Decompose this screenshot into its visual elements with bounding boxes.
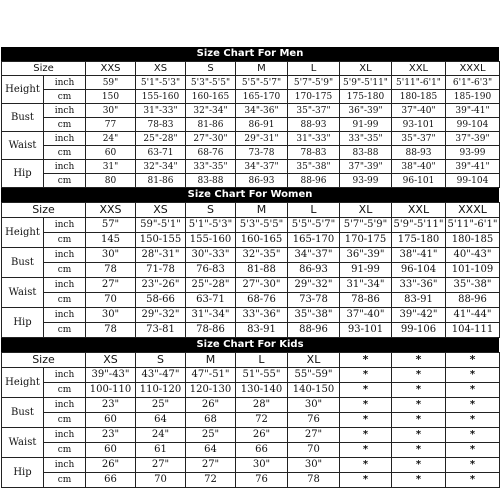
size-header-row <box>2 353 500 368</box>
cell: 120-130 <box>186 383 236 398</box>
unit-label: cm <box>44 174 86 188</box>
cell: 5'9"-5'11" <box>392 218 446 233</box>
unit-label: cm <box>44 323 86 338</box>
table-row <box>2 398 500 413</box>
cell: 155-160 <box>186 233 236 248</box>
men-size-chart <box>1 47 499 188</box>
size-header: S <box>186 203 236 218</box>
unit-label: inch <box>44 398 86 413</box>
cell: 33"-35" <box>340 132 392 146</box>
size-label: Size <box>2 203 86 218</box>
cell-placeholder: * <box>392 398 446 413</box>
measure-label-waist: Waist <box>2 132 44 160</box>
cell: 27"-30" <box>186 132 236 146</box>
size-header-placeholder: * <box>340 353 392 368</box>
women-size-table <box>1 202 500 338</box>
men-size-table <box>1 61 500 188</box>
size-header: M <box>186 353 236 368</box>
cell: 30" <box>86 248 136 263</box>
cell: 58-66 <box>136 293 186 308</box>
cell: 31"-33" <box>136 104 186 118</box>
cell: 72 <box>236 413 288 428</box>
measure-label-waist: Waist <box>2 428 44 458</box>
cell: 32"-34" <box>186 104 236 118</box>
cell-placeholder: * <box>446 398 500 413</box>
cell-placeholder: * <box>446 413 500 428</box>
measure-label-height: Height <box>2 218 44 248</box>
cell: 93-101 <box>392 118 446 132</box>
cell: 88-93 <box>288 118 340 132</box>
cell: 76-83 <box>186 263 236 278</box>
cell: 40"-43" <box>446 248 500 263</box>
cell-placeholder: * <box>392 458 446 473</box>
kids-chart-title: Size Chart For Kids <box>1 338 499 352</box>
cell: 78 <box>86 323 136 338</box>
cell: 5'3"-5'5" <box>186 76 236 90</box>
cell-placeholder: * <box>392 473 446 488</box>
cell: 55"-59" <box>288 368 340 383</box>
table-row <box>2 383 500 398</box>
table-row <box>2 233 500 248</box>
table-row <box>2 104 500 118</box>
measure-label-height: Height <box>2 368 44 398</box>
table-row <box>2 293 500 308</box>
size-header-placeholder: * <box>446 353 500 368</box>
cell: 32"-34" <box>136 160 186 174</box>
cell: 66 <box>86 473 136 488</box>
cell: 165-170 <box>288 233 340 248</box>
cell: 96-101 <box>392 174 446 188</box>
cell: 30" <box>86 104 136 118</box>
cell: 47"-51" <box>186 368 236 383</box>
cell: 68-76 <box>236 293 288 308</box>
unit-label: cm <box>44 293 86 308</box>
cell: 5'5"-5'7" <box>236 76 288 90</box>
table-row <box>2 118 500 132</box>
cell: 28" <box>236 398 288 413</box>
cell: 24" <box>136 428 186 443</box>
cell: 64 <box>136 413 186 428</box>
cell-placeholder: * <box>340 368 392 383</box>
cell-placeholder: * <box>392 413 446 428</box>
cell: 165-170 <box>236 90 288 104</box>
cell: 35"-37" <box>392 132 446 146</box>
cell: 59"-5'1" <box>136 218 186 233</box>
table-row <box>2 413 500 428</box>
cell: 37"-40" <box>392 104 446 118</box>
cell: 57" <box>86 218 136 233</box>
cell: 160-165 <box>186 90 236 104</box>
cell: 63-71 <box>186 293 236 308</box>
cell: 41"-44" <box>446 308 500 323</box>
cell: 99-106 <box>392 323 446 338</box>
cell: 88-96 <box>288 174 340 188</box>
unit-label: inch <box>44 218 86 233</box>
cell: 61 <box>136 443 186 458</box>
cell: 30" <box>236 458 288 473</box>
size-header: XXL <box>392 203 446 218</box>
size-header: XL <box>288 353 340 368</box>
size-header-row <box>2 62 500 76</box>
cell: 36"-39" <box>340 248 392 263</box>
cell-placeholder: * <box>446 458 500 473</box>
cell: 37"-39" <box>446 132 500 146</box>
size-header: M <box>236 203 288 218</box>
cell: 26" <box>236 428 288 443</box>
cell: 5'1"-5'3" <box>186 218 236 233</box>
cell: 34"-36" <box>236 104 288 118</box>
size-header: XS <box>86 353 136 368</box>
cell: 81-88 <box>236 263 288 278</box>
unit-label: inch <box>44 278 86 293</box>
cell: 43"-47" <box>136 368 186 383</box>
cell: 30" <box>288 458 340 473</box>
cell: 170-175 <box>340 233 392 248</box>
cell: 38"-41" <box>392 248 446 263</box>
cell: 5'3"-5'5" <box>236 218 288 233</box>
cell: 5'11"-6'1" <box>446 218 500 233</box>
size-header: L <box>236 353 288 368</box>
size-header: S <box>186 62 236 76</box>
cell-placeholder: * <box>446 368 500 383</box>
cell: 25"-28" <box>186 278 236 293</box>
women-chart-title: Size Chart For Women <box>1 188 499 202</box>
cell: 5'1"-5'3" <box>136 76 186 90</box>
cell: 30" <box>86 308 136 323</box>
cell: 31" <box>86 160 136 174</box>
cell-placeholder: * <box>446 443 500 458</box>
cell: 5'9"-5'11" <box>340 76 392 90</box>
cell: 5'5"-5'7" <box>288 218 340 233</box>
cell: 100-110 <box>86 383 136 398</box>
cell: 5'7"-5'9" <box>288 76 340 90</box>
cell: 78-86 <box>340 293 392 308</box>
cell-placeholder: * <box>340 443 392 458</box>
cell: 73-78 <box>236 146 288 160</box>
cell: 93-101 <box>340 323 392 338</box>
cell-placeholder: * <box>446 428 500 443</box>
unit-label: inch <box>44 132 86 146</box>
cell: 93-99 <box>340 174 392 188</box>
size-header: S <box>136 353 186 368</box>
cell: 77 <box>86 118 136 132</box>
cell: 34"-37" <box>236 160 288 174</box>
cell: 180-185 <box>392 90 446 104</box>
cell: 91-99 <box>340 118 392 132</box>
cell: 145 <box>86 233 136 248</box>
cell-placeholder: * <box>340 398 392 413</box>
size-header: XXS <box>86 62 136 76</box>
table-row <box>2 443 500 458</box>
cell: 59" <box>86 76 136 90</box>
unit-label: inch <box>44 368 86 383</box>
cell: 73-81 <box>136 323 186 338</box>
cell: 83-91 <box>236 323 288 338</box>
cell: 23" <box>86 398 136 413</box>
cell: 80 <box>86 174 136 188</box>
cell: 70 <box>136 473 186 488</box>
cell: 27" <box>186 458 236 473</box>
cell: 99-104 <box>446 118 500 132</box>
table-row <box>2 248 500 263</box>
measure-label-waist: Waist <box>2 278 44 308</box>
size-header: L <box>288 62 340 76</box>
cell: 27" <box>288 428 340 443</box>
cell: 70 <box>86 293 136 308</box>
cell: 175-180 <box>340 90 392 104</box>
table-row <box>2 160 500 174</box>
kids-size-chart <box>1 338 499 488</box>
women-size-chart <box>1 188 499 338</box>
cell: 39"-41" <box>446 160 500 174</box>
size-header: XXS <box>86 203 136 218</box>
cell-placeholder: * <box>446 473 500 488</box>
cell: 72 <box>186 473 236 488</box>
table-row <box>2 368 500 383</box>
cell: 175-180 <box>392 233 446 248</box>
cell: 155-160 <box>136 90 186 104</box>
unit-label: inch <box>44 76 86 90</box>
size-label: Size <box>2 353 86 368</box>
measure-label-height: Height <box>2 76 44 104</box>
cell: 6'1"-6'3" <box>446 76 500 90</box>
table-row <box>2 458 500 473</box>
cell-placeholder: * <box>392 383 446 398</box>
size-header: XL <box>340 62 392 76</box>
size-header-placeholder: * <box>392 353 446 368</box>
men-chart-title: Size Chart For Men <box>1 47 499 61</box>
cell: 180-185 <box>446 233 500 248</box>
cell: 23"-26" <box>136 278 186 293</box>
size-label: Size <box>2 62 86 76</box>
cell: 29"-31" <box>236 132 288 146</box>
unit-label: cm <box>44 473 86 488</box>
cell: 31"-33" <box>288 132 340 146</box>
cell: 88-93 <box>392 146 446 160</box>
cell: 27" <box>86 278 136 293</box>
cell: 86-91 <box>236 118 288 132</box>
cell: 110-120 <box>136 383 186 398</box>
unit-label: cm <box>44 233 86 248</box>
cell: 30" <box>288 398 340 413</box>
cell: 88-96 <box>446 293 500 308</box>
cell: 39"-41" <box>446 104 500 118</box>
cell: 71-78 <box>136 263 186 278</box>
cell: 63-71 <box>136 146 186 160</box>
measure-label-hip: Hip <box>2 458 44 488</box>
cell: 38"-40" <box>392 160 446 174</box>
cell: 88-96 <box>288 323 340 338</box>
cell: 78 <box>288 473 340 488</box>
cell: 5'11"-6'1" <box>392 76 446 90</box>
cell: 96-104 <box>392 263 446 278</box>
unit-label: cm <box>44 118 86 132</box>
cell: 27" <box>136 458 186 473</box>
cell: 39"-42" <box>392 308 446 323</box>
cell: 86-93 <box>236 174 288 188</box>
cell: 91-99 <box>340 263 392 278</box>
unit-label: cm <box>44 383 86 398</box>
cell: 5'7"-5'9" <box>340 218 392 233</box>
cell-placeholder: * <box>392 428 446 443</box>
cell-placeholder: * <box>340 383 392 398</box>
cell: 25" <box>136 398 186 413</box>
cell: 32"-35" <box>236 248 288 263</box>
cell: 39"-43" <box>86 368 136 383</box>
unit-label: inch <box>44 458 86 473</box>
cell: 24" <box>86 132 136 146</box>
cell: 93-99 <box>446 146 500 160</box>
cell: 68-76 <box>186 146 236 160</box>
cell: 35"-38" <box>446 278 500 293</box>
measure-label-hip: Hip <box>2 160 44 188</box>
cell: 25" <box>186 428 236 443</box>
cell: 73-78 <box>288 293 340 308</box>
cell: 35"-38" <box>288 160 340 174</box>
table-row <box>2 278 500 293</box>
cell: 64 <box>186 443 236 458</box>
cell-placeholder: * <box>392 368 446 383</box>
measure-label-bust: Bust <box>2 248 44 278</box>
unit-label: cm <box>44 263 86 278</box>
cell: 76 <box>236 473 288 488</box>
cell: 51"-55" <box>236 368 288 383</box>
cell: 86-93 <box>288 263 340 278</box>
table-row <box>2 146 500 160</box>
measure-label-bust: Bust <box>2 398 44 428</box>
cell: 36"-39" <box>340 104 392 118</box>
cell: 170-175 <box>288 90 340 104</box>
cell: 28"-31" <box>136 248 186 263</box>
unit-label: inch <box>44 308 86 323</box>
cell: 83-88 <box>340 146 392 160</box>
cell: 26" <box>86 458 136 473</box>
size-header: L <box>288 203 340 218</box>
cell: 78-83 <box>136 118 186 132</box>
cell: 83-88 <box>186 174 236 188</box>
cell: 30"-33" <box>186 248 236 263</box>
cell: 23" <box>86 428 136 443</box>
cell: 26" <box>186 398 236 413</box>
cell: 37"-39" <box>340 160 392 174</box>
cell: 185-190 <box>446 90 500 104</box>
cell: 34"-37" <box>288 248 340 263</box>
cell: 99-104 <box>446 174 500 188</box>
table-row <box>2 428 500 443</box>
unit-label: cm <box>44 146 86 160</box>
table-row <box>2 323 500 338</box>
cell: 78-86 <box>186 323 236 338</box>
cell: 31"-34" <box>340 278 392 293</box>
cell: 33"-35" <box>186 160 236 174</box>
cell: 60 <box>86 146 136 160</box>
unit-label: inch <box>44 160 86 174</box>
cell-placeholder: * <box>340 413 392 428</box>
cell: 101-109 <box>446 263 500 278</box>
cell: 150-155 <box>136 233 186 248</box>
cell: 27"-30" <box>236 278 288 293</box>
size-header: XS <box>136 62 186 76</box>
cell-placeholder: * <box>340 428 392 443</box>
cell-placeholder: * <box>446 383 500 398</box>
size-header: XXXL <box>446 62 500 76</box>
cell: 37"-40" <box>340 308 392 323</box>
unit-label: cm <box>44 443 86 458</box>
cell: 78 <box>86 263 136 278</box>
cell: 31"-34" <box>186 308 236 323</box>
cell: 140-150 <box>288 383 340 398</box>
unit-label: inch <box>44 428 86 443</box>
size-header-row <box>2 203 500 218</box>
cell: 81-86 <box>136 174 186 188</box>
cell: 70 <box>288 443 340 458</box>
size-header: XS <box>136 203 186 218</box>
cell: 35"-38" <box>288 308 340 323</box>
table-row <box>2 308 500 323</box>
cell-placeholder: * <box>340 458 392 473</box>
measure-label-hip: Hip <box>2 308 44 338</box>
cell-placeholder: * <box>340 473 392 488</box>
measure-label-bust: Bust <box>2 104 44 132</box>
cell: 29"-32" <box>288 278 340 293</box>
table-row <box>2 218 500 233</box>
cell: 33"-36" <box>236 308 288 323</box>
cell: 25"-28" <box>136 132 186 146</box>
table-row <box>2 76 500 90</box>
size-header: XXXL <box>446 203 500 218</box>
cell: 81-86 <box>186 118 236 132</box>
size-header: M <box>236 62 288 76</box>
cell: 68 <box>186 413 236 428</box>
size-header: XL <box>340 203 392 218</box>
unit-label: inch <box>44 104 86 118</box>
size-header: XXL <box>392 62 446 76</box>
cell: 66 <box>236 443 288 458</box>
cell: 160-165 <box>236 233 288 248</box>
unit-label: inch <box>44 248 86 263</box>
cell: 35"-37" <box>288 104 340 118</box>
cell: 60 <box>86 413 136 428</box>
table-row <box>2 132 500 146</box>
table-row <box>2 263 500 278</box>
cell: 104-111 <box>446 323 500 338</box>
cell: 150 <box>86 90 136 104</box>
cell: 60 <box>86 443 136 458</box>
cell: 78-83 <box>288 146 340 160</box>
cell: 33"-36" <box>392 278 446 293</box>
cell: 130-140 <box>236 383 288 398</box>
cell: 83-91 <box>392 293 446 308</box>
cell-placeholder: * <box>392 443 446 458</box>
table-row <box>2 174 500 188</box>
unit-label: cm <box>44 90 86 104</box>
kids-size-table <box>1 352 500 488</box>
unit-label: cm <box>44 413 86 428</box>
cell: 76 <box>288 413 340 428</box>
table-row <box>2 90 500 104</box>
cell: 29"-32" <box>136 308 186 323</box>
table-row <box>2 473 500 488</box>
